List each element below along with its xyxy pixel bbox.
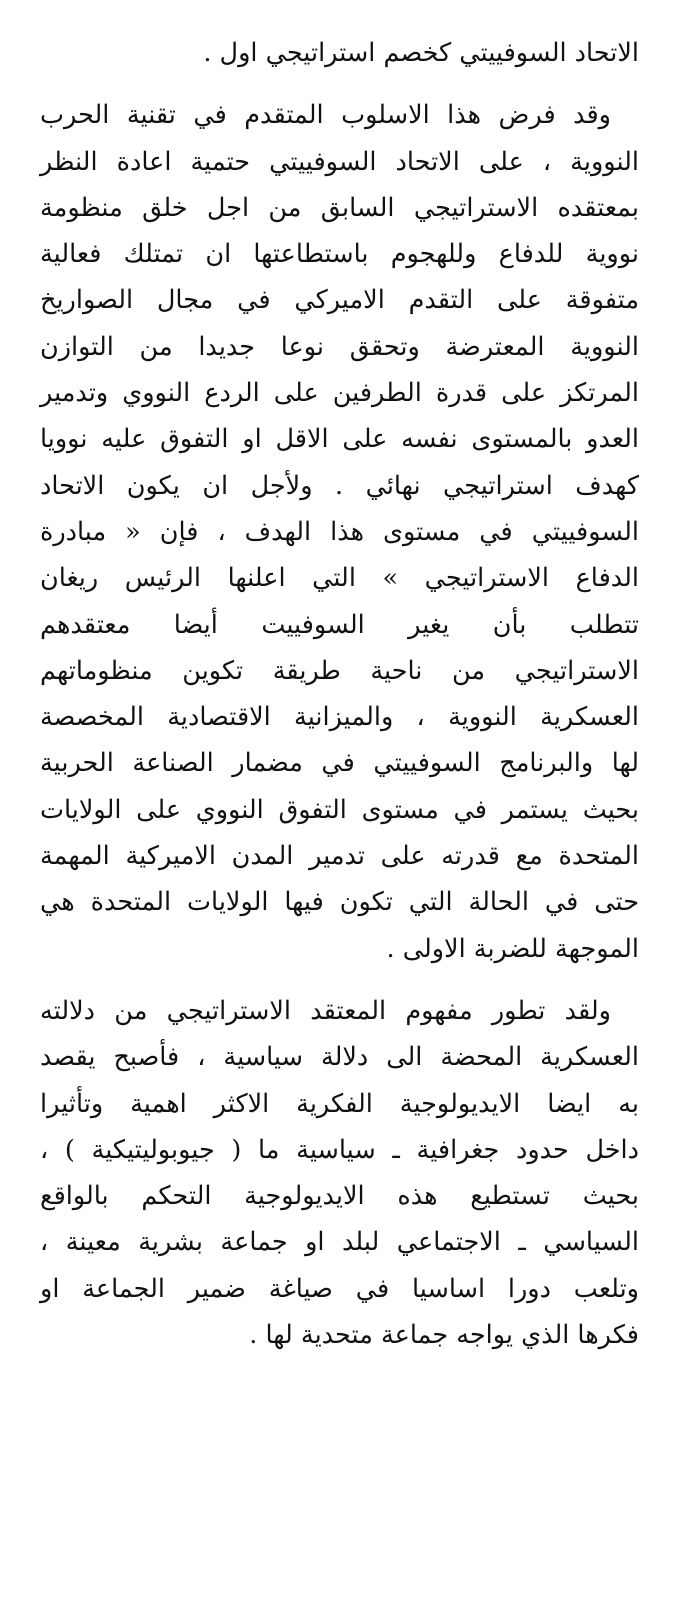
text-line: بحيث تستطيع هذه الايديولوجية التحكم بالواقع	[40, 1181, 639, 1212]
text-line: متفوقة على التقدم الاميركي في مجال الصواريخ	[40, 285, 639, 316]
text-line: العسكرية المحضة الى دلالة سياسية ، فأصبح يقصد	[40, 1042, 639, 1073]
text-line: كهدف استراتيجي نهائي . ولأجل ان يكون الاتحاد	[40, 470, 639, 501]
text-line: السياسي ـ الاجتماعي لبلد او جماعة بشرية معينة ،	[40, 1227, 639, 1258]
text-line: النووية المعترضة وتحقق نوعا جديدا من التوازن	[40, 331, 639, 362]
paragraph-2	[40, 92, 639, 972]
text-line: حتى في الحالة التي تكون فيها الولايات المتحدة هي	[40, 887, 639, 918]
text-line: الموجهة للضربة الاولى .	[386, 933, 639, 964]
text-line: بمعتقده الاستراتيجي السابق من اجل خلق منظومة	[40, 192, 639, 223]
text-line: به ايضا الايديولوجية الفكرية الاكثر اهمية وتأثيرا	[40, 1088, 639, 1119]
text-line: نووية للدفاع وللهجوم باستطاعتها ان تمتلك فعالية	[40, 239, 639, 270]
text-line: بحيث يستمر في مستوى التفوق النووي على الولايات	[40, 794, 639, 825]
text-line: الاتحاد السوفييتي كخصم استراتيجي اول .	[203, 38, 639, 68]
text-line: ولقد تطور مفهوم المعتقد الاستراتيجي من دلالته	[40, 995, 611, 1026]
paragraph-gap	[40, 76, 639, 92]
paragraph-gap	[40, 972, 639, 988]
text-line: المتحدة مع قدرته على تدمير المدن الاميركية المهمة	[40, 841, 639, 872]
text-line: تتطلب بأن يغير السوفييت أيضا معتقدهم	[40, 609, 639, 640]
text-line: فكرها الذي يواجه جماعة متحدية لها .	[249, 1320, 639, 1351]
text-line: العسكرية النووية ، والميزانية الاقتصادية المخصصة	[40, 702, 639, 733]
text-line: الاستراتيجي من ناحية طريقة تكوين منظوماتهم	[40, 655, 639, 686]
text-line: النووية ، على الاتحاد السوفييتي حتمية اعادة النظر	[40, 146, 639, 177]
text-line: وتلعب دورا اساسيا في صياغة ضمير الجماعة او	[40, 1273, 639, 1304]
paragraph-1	[40, 30, 639, 76]
text-line: السوفييتي في مستوى هذا الهدف ، فإن « مبادرة	[40, 516, 639, 547]
text-line: العدو بالمستوى نفسه على الاقل او التفوق عليه نوويا	[40, 424, 639, 455]
text-line: داخل حدود جغرافية ـ سياسية ما ( جيوبوليتيكية ) ،	[40, 1134, 639, 1165]
text-line: وقد فرض هذا الاسلوب المتقدم في تقنية الحرب	[40, 100, 611, 131]
text-line: المرتكز على قدرة الطرفين على الردع النووي وتدمير	[40, 378, 639, 409]
text-line: الدفاع الاستراتيجي » التي اعلنها الرئيس ريغان	[40, 563, 639, 594]
text-line: لها والبرنامج السوفييتي في مضمار الصناعة الحربية	[40, 748, 639, 779]
paragraph-3	[40, 988, 639, 1358]
